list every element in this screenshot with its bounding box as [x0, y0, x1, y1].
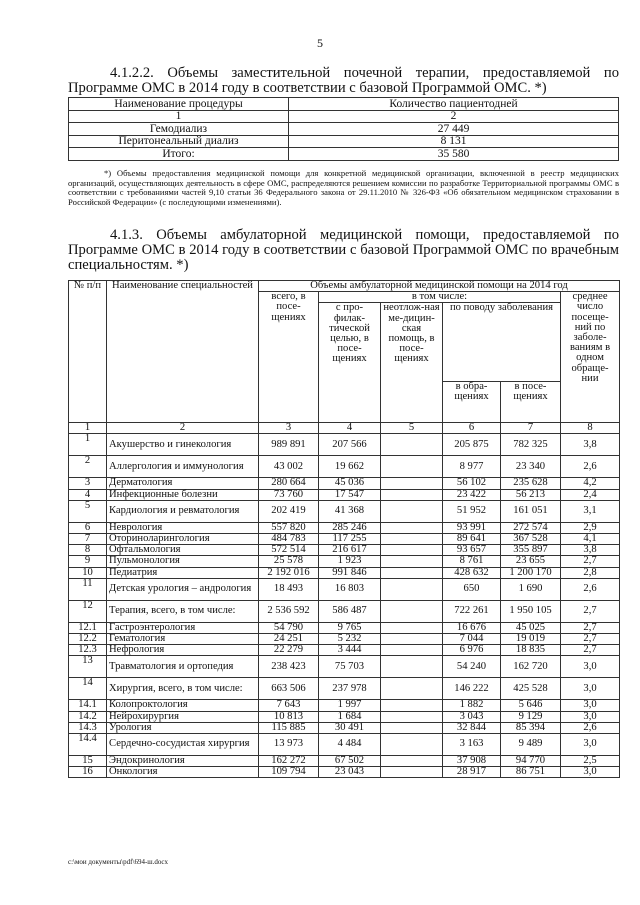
- row-number: 14.2: [69, 711, 107, 722]
- disease-visits: 235 628: [501, 478, 561, 489]
- average-visits: 2,7: [561, 645, 620, 656]
- table-row: [69, 700, 620, 711]
- table-row: [69, 567, 620, 578]
- urgent-visits: [381, 478, 443, 489]
- specialty-name: Педиатрия: [107, 567, 259, 578]
- header-appeals: в обра-щениях: [443, 381, 501, 422]
- specialty-name: Пульмонология: [107, 556, 259, 567]
- col-number: 3: [259, 423, 319, 434]
- row-number: 16: [69, 767, 107, 778]
- header-visits: в посе-щениях: [501, 381, 561, 422]
- disease-appeals: 146 222: [443, 678, 501, 700]
- specialty-name: Сердечно-сосудистая хирургия: [107, 734, 259, 756]
- average-visits: 2,6: [561, 722, 620, 733]
- disease-appeals: 16 676: [443, 622, 501, 633]
- total-visits: 18 493: [259, 578, 319, 600]
- total-visits: 557 820: [259, 522, 319, 533]
- average-visits: 3,0: [561, 700, 620, 711]
- specialty-name: Оториноларингология: [107, 534, 259, 545]
- total-visits: 663 506: [259, 678, 319, 700]
- disease-appeals: 3 043: [443, 711, 501, 722]
- disease-visits: 272 574: [501, 522, 561, 533]
- table-row: [69, 734, 620, 756]
- row-number: 4: [69, 489, 107, 500]
- total-visits: 2 192 016: [259, 567, 319, 578]
- row-number: 5: [69, 500, 107, 522]
- prophylactic-visits: 1 684: [319, 711, 381, 722]
- table-header-row: [69, 281, 620, 292]
- header-urgent: неотлож-ная ме-дицин-ская помощь, в посе-щениях: [381, 303, 443, 423]
- row-number: 2: [69, 456, 107, 478]
- table-row: [69, 711, 620, 722]
- average-visits: 2,8: [561, 567, 620, 578]
- prophylactic-visits: 117 255: [319, 534, 381, 545]
- specialty-name: Аллергология и иммунология: [107, 456, 259, 478]
- average-visits: 2,7: [561, 634, 620, 645]
- disease-visits: 782 325: [501, 434, 561, 456]
- prophylactic-visits: 1 997: [319, 700, 381, 711]
- col-number: 4: [319, 423, 381, 434]
- disease-appeals: 93 657: [443, 545, 501, 556]
- table-row: [69, 123, 619, 136]
- urgent-visits: [381, 711, 443, 722]
- urgent-visits: [381, 556, 443, 567]
- specialty-name: Травматология и ортопедия: [107, 656, 259, 678]
- total-visits: 484 783: [259, 534, 319, 545]
- section-title-text: 4.1.3. Объемы амбулаторной медицинской помощи, предоставляемой по Программе ОМС в 2014 году в соответствии с базовой Программой ОМС по врачебным специальностям. *): [68, 227, 619, 273]
- disease-visits: 9 129: [501, 711, 561, 722]
- disease-appeals: 56 102: [443, 478, 501, 489]
- total-visits: 22 279: [259, 645, 319, 656]
- disease-visits: 94 770: [501, 756, 561, 767]
- specialty-name: Урология: [107, 722, 259, 733]
- specialty-name: Детская урология – андрология: [107, 578, 259, 600]
- average-visits: 3,0: [561, 734, 620, 756]
- total-visits: 280 664: [259, 478, 319, 489]
- table-row: [69, 456, 620, 478]
- total-visits: 24 251: [259, 634, 319, 645]
- table-row: [69, 135, 619, 148]
- prophylactic-visits: 23 043: [319, 767, 381, 778]
- row-number: 9: [69, 556, 107, 567]
- total-visits: 572 514: [259, 545, 319, 556]
- file-path: c:\мои документы\pdf\694-ш.docx: [68, 858, 169, 866]
- disease-visits: 9 489: [501, 734, 561, 756]
- urgent-visits: [381, 578, 443, 600]
- average-visits: 2,6: [561, 456, 620, 478]
- procedure-name: Перитонеальный диализ: [69, 135, 289, 148]
- prophylactic-visits: 216 617: [319, 545, 381, 556]
- disease-appeals: 428 632: [443, 567, 501, 578]
- header-num: № п/п: [69, 281, 107, 423]
- urgent-visits: [381, 722, 443, 733]
- specialty-name: Нейрохирургия: [107, 711, 259, 722]
- urgent-visits: [381, 678, 443, 700]
- row-number: 12.3: [69, 645, 107, 656]
- average-visits: 2,7: [561, 622, 620, 633]
- urgent-visits: [381, 767, 443, 778]
- total-visits: 10 813: [259, 711, 319, 722]
- table-row: [69, 722, 620, 733]
- total-visits: 7 643: [259, 700, 319, 711]
- table-row: [69, 534, 620, 545]
- prophylactic-visits: 991 846: [319, 567, 381, 578]
- header-average: среднее число посеще-ний по заболе-ваниям в одном обраще-нии: [561, 292, 620, 423]
- disease-visits: 85 394: [501, 722, 561, 733]
- row-number: 14.3: [69, 722, 107, 733]
- patient-days: 27 449: [289, 123, 619, 136]
- urgent-visits: [381, 700, 443, 711]
- dialysis-table: [68, 97, 619, 161]
- section-title-text: 4.1.2.2. Объемы заместительной почечной терапии, предоставляемой по Программе ОМС в 2014 году в соответствии с базовой Программой ОМС. *): [68, 65, 619, 96]
- urgent-visits: [381, 456, 443, 478]
- disease-appeals: 205 875: [443, 434, 501, 456]
- average-visits: 4,1: [561, 534, 620, 545]
- prophylactic-visits: 9 765: [319, 622, 381, 633]
- header-including: в том числе:: [319, 292, 561, 303]
- total-visits: 2 536 592: [259, 600, 319, 622]
- prophylactic-visits: 67 502: [319, 756, 381, 767]
- table-row: [69, 434, 620, 456]
- disease-visits: 23 655: [501, 556, 561, 567]
- header-procedure: Наименование процедуры: [69, 98, 289, 111]
- table-row: [69, 578, 620, 600]
- total-visits: 202 419: [259, 500, 319, 522]
- row-number: 13: [69, 656, 107, 678]
- prophylactic-visits: 41 368: [319, 500, 381, 522]
- disease-visits: 1 950 105: [501, 600, 561, 622]
- urgent-visits: [381, 567, 443, 578]
- specialty-name: Хирургия, всего, в том числе:: [107, 678, 259, 700]
- disease-visits: 355 897: [501, 545, 561, 556]
- disease-appeals: 650: [443, 578, 501, 600]
- col-number: 1: [69, 423, 107, 434]
- footnote-text: *) Объемы предоставления медицинской помощи для конкретной медицинской организации, включенной в реестр медицинских организаций, осуществляющих деятельность в сфере ОМС, распределяются решением комиссии по разработке Территориальной программы ОМС в соответствии с требованиями частей 9,10 статьи 36 Федерального закона от 29.11.2010 № 326-ФЗ «Об обязательном медицинском страховании в Российской Федерации» (с последующими изменениями).: [68, 168, 619, 207]
- col-number: 2: [107, 423, 259, 434]
- disease-visits: 86 751: [501, 767, 561, 778]
- specialty-name: Гематология: [107, 634, 259, 645]
- average-visits: 2,7: [561, 600, 620, 622]
- total-visits: 54 790: [259, 622, 319, 633]
- row-number: 8: [69, 545, 107, 556]
- table-row: [69, 556, 620, 567]
- disease-visits: 56 213: [501, 489, 561, 500]
- prophylactic-visits: 3 444: [319, 645, 381, 656]
- total-visits: 238 423: [259, 656, 319, 678]
- average-visits: 2,7: [561, 556, 620, 567]
- disease-appeals: 6 976: [443, 645, 501, 656]
- header-disease: по поводу заболевания: [443, 303, 561, 382]
- header-name: Наименование специальностей: [107, 281, 259, 423]
- urgent-visits: [381, 545, 443, 556]
- patient-days: 35 580: [289, 148, 619, 161]
- total-visits: 989 891: [259, 434, 319, 456]
- urgent-visits: [381, 522, 443, 533]
- urgent-visits: [381, 600, 443, 622]
- disease-appeals: 28 917: [443, 767, 501, 778]
- disease-visits: 19 019: [501, 634, 561, 645]
- urgent-visits: [381, 734, 443, 756]
- disease-appeals: 23 422: [443, 489, 501, 500]
- specialty-name: Кардиология и ревматология: [107, 500, 259, 522]
- average-visits: 2,9: [561, 522, 620, 533]
- page-number: 5: [317, 36, 323, 50]
- table-row: [69, 756, 620, 767]
- average-visits: 2,6: [561, 578, 620, 600]
- table-row: [69, 634, 620, 645]
- disease-visits: 161 051: [501, 500, 561, 522]
- disease-appeals: 37 908: [443, 756, 501, 767]
- row-number: 12: [69, 600, 107, 622]
- disease-appeals: 8 977: [443, 456, 501, 478]
- specialty-name: Терапия, всего, в том числе:: [107, 600, 259, 622]
- table-row: [69, 767, 620, 778]
- specialty-name: Онкология: [107, 767, 259, 778]
- average-visits: 4,2: [561, 478, 620, 489]
- col-number: 7: [501, 423, 561, 434]
- procedure-name: Гемодиализ: [69, 123, 289, 136]
- specialty-name: Акушерство и гинекология: [107, 434, 259, 456]
- table-row: [69, 600, 620, 622]
- row-number: 14.1: [69, 700, 107, 711]
- table-row: [69, 656, 620, 678]
- prophylactic-visits: 285 246: [319, 522, 381, 533]
- average-visits: 2,5: [561, 756, 620, 767]
- specialty-name: Гастроэнтерология: [107, 622, 259, 633]
- row-number: 10: [69, 567, 107, 578]
- prophylactic-visits: 1 923: [319, 556, 381, 567]
- prophylactic-visits: 237 978: [319, 678, 381, 700]
- table-row: [69, 645, 620, 656]
- disease-visits: 5 646: [501, 700, 561, 711]
- urgent-visits: [381, 656, 443, 678]
- col-number: 1: [69, 110, 289, 123]
- disease-visits: 23 340: [501, 456, 561, 478]
- column-number-row: [69, 423, 620, 434]
- total-visits: 162 272: [259, 756, 319, 767]
- total-visits: 73 760: [259, 489, 319, 500]
- table-header-row: [69, 98, 619, 111]
- specialty-name: Колопроктология: [107, 700, 259, 711]
- prophylactic-visits: 207 566: [319, 434, 381, 456]
- table-row: [69, 678, 620, 700]
- outpatient-table: [68, 280, 620, 778]
- col-number: 6: [443, 423, 501, 434]
- disease-visits: 45 025: [501, 622, 561, 633]
- row-number: 6: [69, 522, 107, 533]
- header-patient-days: Количество пациентодней: [289, 98, 619, 111]
- patient-days: 8 131: [289, 135, 619, 148]
- disease-appeals: 89 641: [443, 534, 501, 545]
- disease-appeals: 51 952: [443, 500, 501, 522]
- prophylactic-visits: 586 487: [319, 600, 381, 622]
- disease-appeals: 32 844: [443, 722, 501, 733]
- specialty-name: Инфекционные болезни: [107, 489, 259, 500]
- prophylactic-visits: 17 547: [319, 489, 381, 500]
- average-visits: 3,8: [561, 545, 620, 556]
- table-row: [69, 622, 620, 633]
- table-row: [69, 148, 619, 161]
- row-number: 11: [69, 578, 107, 600]
- table-row: [69, 478, 620, 489]
- urgent-visits: [381, 756, 443, 767]
- average-visits: 3,1: [561, 500, 620, 522]
- table-row: [69, 545, 620, 556]
- total-visits: 115 885: [259, 722, 319, 733]
- prophylactic-visits: 5 232: [319, 634, 381, 645]
- prophylactic-visits: 45 036: [319, 478, 381, 489]
- col-number: 2: [289, 110, 619, 123]
- disease-appeals: 8 761: [443, 556, 501, 567]
- disease-appeals: 3 163: [443, 734, 501, 756]
- section-title-dialysis: [68, 66, 619, 96]
- table-row: [69, 489, 620, 500]
- urgent-visits: [381, 489, 443, 500]
- header-total: всего, в посе-щениях: [259, 292, 319, 423]
- average-visits: 3,0: [561, 711, 620, 722]
- specialty-name: Дерматология: [107, 478, 259, 489]
- urgent-visits: [381, 634, 443, 645]
- disease-visits: 162 720: [501, 656, 561, 678]
- column-number-row: [69, 110, 619, 123]
- average-visits: 3,0: [561, 656, 620, 678]
- section-title-outpatient: [68, 228, 619, 273]
- specialty-name: Нефрология: [107, 645, 259, 656]
- urgent-visits: [381, 500, 443, 522]
- total-visits: 13 973: [259, 734, 319, 756]
- disease-appeals: 7 044: [443, 634, 501, 645]
- specialty-name: Эндокринология: [107, 756, 259, 767]
- prophylactic-visits: 4 484: [319, 734, 381, 756]
- table-row: [69, 522, 620, 533]
- row-number: 14.4: [69, 734, 107, 756]
- disease-visits: 18 835: [501, 645, 561, 656]
- average-visits: 3,0: [561, 767, 620, 778]
- total-visits: 109 794: [259, 767, 319, 778]
- disease-appeals: 1 882: [443, 700, 501, 711]
- header-group: Объемы амбулаторной медицинской помощи на 2014 год: [259, 281, 620, 292]
- header-prophylactic: с про-филак-тической целью, в посе-щениях: [319, 303, 381, 423]
- specialty-name: Офтальмология: [107, 545, 259, 556]
- prophylactic-visits: 30 491: [319, 722, 381, 733]
- row-number: 14: [69, 678, 107, 700]
- prophylactic-visits: 16 803: [319, 578, 381, 600]
- total-visits: 25 578: [259, 556, 319, 567]
- row-number: 15: [69, 756, 107, 767]
- table-row: [69, 500, 620, 522]
- urgent-visits: [381, 622, 443, 633]
- footnote: [68, 169, 619, 207]
- procedure-name: Итого:: [69, 148, 289, 161]
- disease-visits: 367 528: [501, 534, 561, 545]
- disease-visits: 1 690: [501, 578, 561, 600]
- prophylactic-visits: 75 703: [319, 656, 381, 678]
- row-number: 3: [69, 478, 107, 489]
- urgent-visits: [381, 645, 443, 656]
- row-number: 12.2: [69, 634, 107, 645]
- average-visits: 3,8: [561, 434, 620, 456]
- urgent-visits: [381, 434, 443, 456]
- row-number: 1: [69, 434, 107, 456]
- urgent-visits: [381, 534, 443, 545]
- average-visits: 2,4: [561, 489, 620, 500]
- disease-appeals: 93 991: [443, 522, 501, 533]
- row-number: 12.1: [69, 622, 107, 633]
- disease-visits: 425 528: [501, 678, 561, 700]
- prophylactic-visits: 19 662: [319, 456, 381, 478]
- specialty-name: Неврология: [107, 522, 259, 533]
- average-visits: 3,0: [561, 678, 620, 700]
- disease-visits: 1 200 170: [501, 567, 561, 578]
- col-number: 5: [381, 423, 443, 434]
- row-number: 7: [69, 534, 107, 545]
- total-visits: 43 002: [259, 456, 319, 478]
- disease-appeals: 54 240: [443, 656, 501, 678]
- disease-appeals: 722 261: [443, 600, 501, 622]
- col-number: 8: [561, 423, 620, 434]
